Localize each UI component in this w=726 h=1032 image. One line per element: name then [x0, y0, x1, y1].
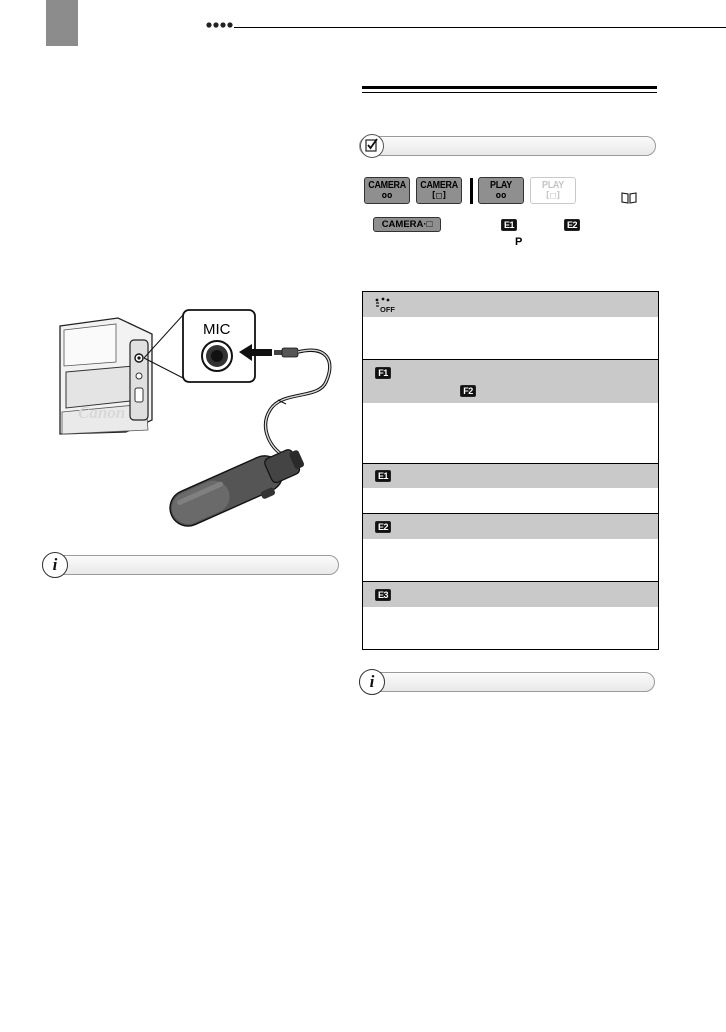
mic-terminal-callout [183, 310, 255, 382]
svg-text:OFF: OFF [380, 305, 395, 313]
program-ae-glyph: P [515, 236, 523, 248]
header-dots [206, 21, 236, 29]
option-row-header [363, 582, 658, 607]
option-row-header [363, 292, 658, 317]
e1-icon: E1 [501, 219, 517, 231]
page-tab-marker [46, 0, 78, 46]
f1-icon: F1 [375, 367, 391, 379]
mode-camera-tape-badge: CAMERA oo [364, 177, 410, 204]
mode-separator [470, 178, 473, 204]
microphone-connection-illustration [56, 300, 346, 535]
external-microphone [164, 441, 310, 535]
operating-modes-bar [359, 136, 656, 156]
mode-play-card-badge: PLAY [□] [530, 177, 576, 204]
mic-plug-cable [266, 348, 330, 456]
option-row-header [363, 464, 658, 488]
info-icon: i [42, 552, 68, 578]
mic-terminal-label: MIC [203, 321, 231, 338]
checklist-icon [360, 134, 384, 158]
mode-play-tape-badge: PLAY oo [478, 177, 524, 204]
info-note-bar [42, 555, 339, 575]
option-row-header [363, 360, 658, 403]
header-rule [234, 27, 726, 28]
book-reference-icon [621, 192, 637, 204]
f2-icon: F2 [460, 385, 476, 397]
info-icon: i [359, 669, 385, 695]
mode-camera-card-badge: CAMERA [□] [416, 177, 462, 204]
section-title-rule [362, 86, 657, 93]
option-row-header [363, 514, 658, 539]
camcorder-graphic [60, 318, 152, 434]
e3-icon: E3 [375, 589, 391, 601]
e1-icon: E1 [375, 470, 391, 482]
wind-screen-options-table [362, 291, 659, 650]
e2-icon: E2 [375, 521, 391, 533]
e2-icon: E2 [564, 219, 580, 231]
wind-screen-off-icon [374, 297, 396, 313]
info-note-bar [359, 672, 655, 692]
camera-card-mode-badge: CAMERA·□ [373, 217, 441, 232]
brand-label: Canon [78, 403, 126, 422]
